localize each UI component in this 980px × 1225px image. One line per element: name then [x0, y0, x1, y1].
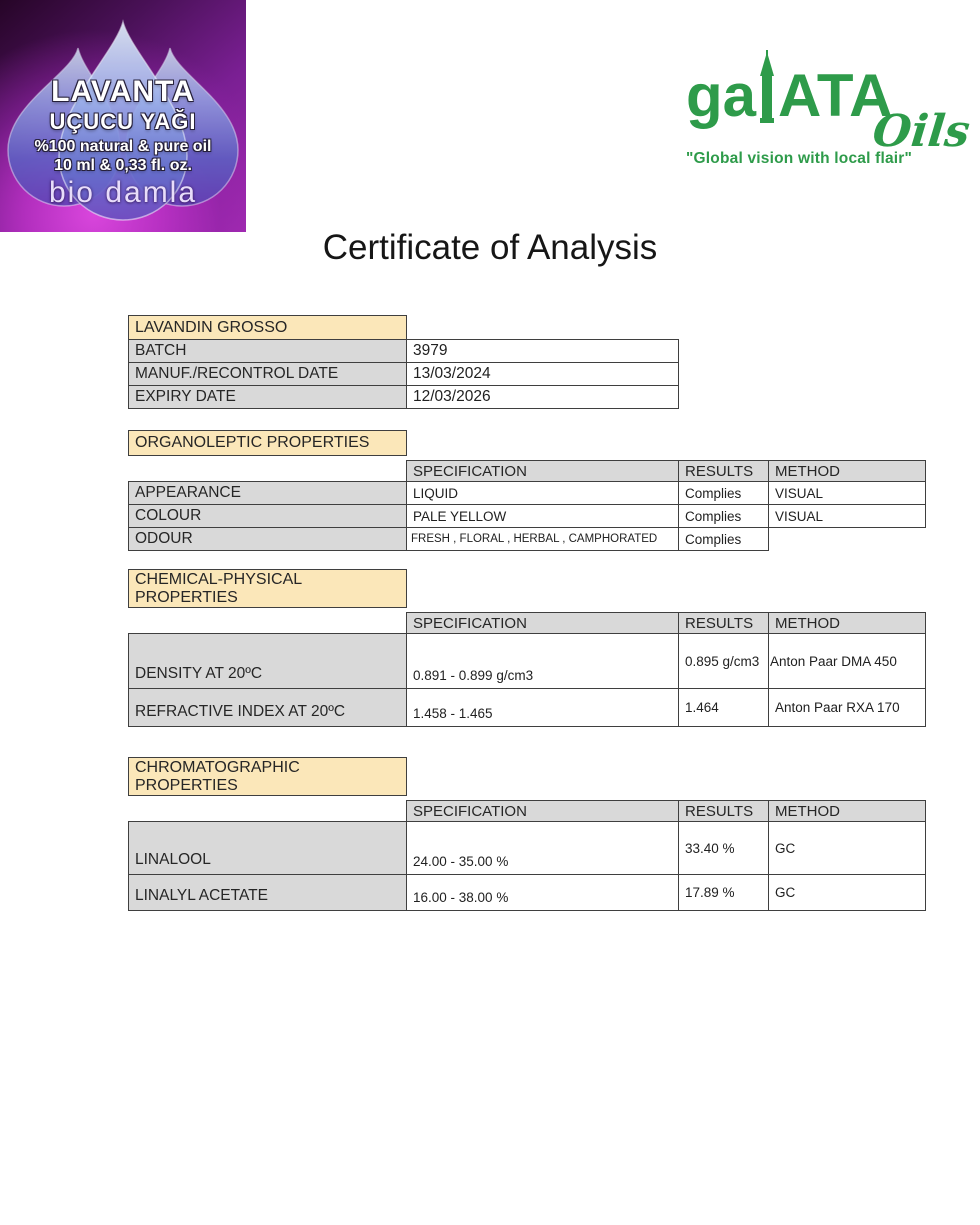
- galata-wordmark-left: ga: [686, 62, 757, 129]
- column-header-method: METHOD: [769, 461, 926, 482]
- company-tagline: "Global vision with local flair": [686, 150, 913, 167]
- row-specification: 24.00 - 35.00 %: [407, 822, 679, 875]
- product-info-table: [128, 315, 679, 409]
- row-method: Anton Paar DMA 450: [769, 634, 926, 689]
- column-header-method: METHOD: [769, 801, 926, 822]
- row-label: REFRACTIVE INDEX AT 20ºC: [129, 689, 407, 727]
- badge-product-name: LAVANTA: [51, 75, 195, 108]
- badge-brand-name: bio damla: [48, 175, 198, 209]
- organoleptic-properties-table: [128, 430, 926, 551]
- column-header-specification: SPECIFICATION: [407, 613, 679, 634]
- badge-text: [0, 0, 246, 232]
- table-row: [129, 634, 926, 689]
- section-title: CHROMATOGRAPHIC PROPERTIES: [129, 758, 407, 796]
- column-header-results: RESULTS: [679, 613, 769, 634]
- row-result: Complies: [679, 482, 769, 505]
- badge-product-type: UÇUCU YAĞI: [49, 109, 197, 135]
- row-specification: LIQUID: [407, 482, 679, 505]
- header-row: [129, 613, 926, 634]
- row-label: COLOUR: [129, 505, 407, 528]
- row-result: 17.89 %: [679, 875, 769, 911]
- row-specification: 1.458 - 1.465: [407, 689, 679, 727]
- galata-wordmark-right: ATA: [778, 62, 893, 129]
- table-row: [129, 505, 926, 528]
- header-row: [129, 801, 926, 822]
- section-title: CHEMICAL-PHYSICAL PROPERTIES: [129, 570, 407, 608]
- row-result: Complies: [679, 528, 769, 551]
- table-row: [129, 340, 679, 363]
- table-row: [129, 528, 926, 551]
- row-specification: FRESH , FLORAL , HERBAL , CAMPHORATED: [407, 528, 679, 551]
- row-result: 33.40 %: [679, 822, 769, 875]
- column-header-specification: SPECIFICATION: [407, 801, 679, 822]
- row-method: VISUAL: [769, 505, 926, 528]
- row-method: Anton Paar RXA 170: [769, 689, 926, 727]
- row-label: APPEARANCE: [129, 482, 407, 505]
- badge-purity-text: %100 natural & pure oil: [34, 138, 212, 156]
- column-header-results: RESULTS: [679, 461, 769, 482]
- product-table-title: LAVANDIN GROSSO: [129, 316, 407, 340]
- row-method: VISUAL: [769, 482, 926, 505]
- table-row: [129, 482, 926, 505]
- row-label: BATCH: [129, 340, 407, 363]
- row-method: GC: [769, 875, 926, 911]
- oils-script-text: Oils: [870, 106, 973, 157]
- row-specification: 16.00 - 38.00 %: [407, 875, 679, 911]
- section-title: ORGANOLEPTIC PROPERTIES: [129, 431, 407, 456]
- row-value: 12/03/2026: [407, 386, 679, 409]
- row-value: 13/03/2024: [407, 363, 679, 386]
- row-specification: PALE YELLOW: [407, 505, 679, 528]
- row-result: 0.895 g/cm3: [679, 634, 769, 689]
- page-title: Certificate of Analysis: [322, 228, 658, 267]
- row-result: 1.464: [679, 689, 769, 727]
- galata-tower-icon: [757, 50, 777, 124]
- chromatographic-properties-table: [128, 757, 926, 911]
- table-row: [129, 822, 926, 875]
- row-specification: 0.891 - 0.899 g/cm3: [407, 634, 679, 689]
- row-label: DENSITY AT 20ºC: [129, 634, 407, 689]
- column-header-method: METHOD: [769, 613, 926, 634]
- row-value: 3979: [407, 340, 679, 363]
- badge-volume-text: 10 ml & 0,33 fl. oz.: [54, 157, 192, 175]
- row-method: GC: [769, 822, 926, 875]
- row-label: EXPIRY DATE: [129, 386, 407, 409]
- header-row: [129, 461, 926, 482]
- row-result: Complies: [679, 505, 769, 528]
- column-header-results: RESULTS: [679, 801, 769, 822]
- chemical-physical-properties-table: [128, 569, 926, 727]
- table-row: [129, 363, 679, 386]
- row-label: MANUF./RECONTROL DATE: [129, 363, 407, 386]
- table-row: [129, 689, 926, 727]
- column-header-specification: SPECIFICATION: [407, 461, 679, 482]
- product-label-logo: [0, 0, 246, 232]
- galata-oils-logo: [686, 50, 972, 180]
- table-row: [129, 386, 679, 409]
- row-label: LINALOOL: [129, 822, 407, 875]
- row-label: ODOUR: [129, 528, 407, 551]
- row-label: LINALYL ACETATE: [129, 875, 407, 911]
- table-row: [129, 875, 926, 911]
